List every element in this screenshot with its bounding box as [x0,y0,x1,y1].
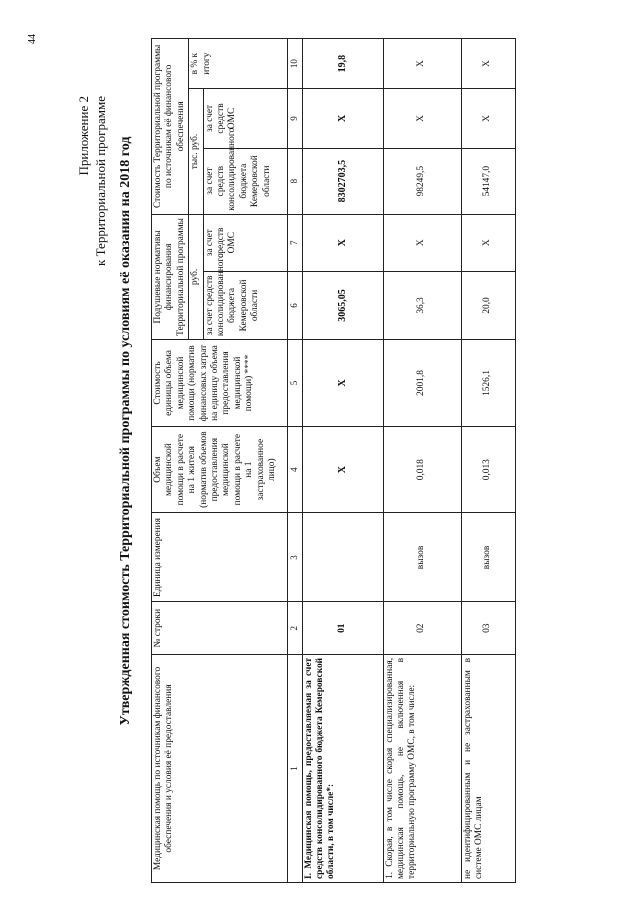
row-unit: вызов [383,513,461,602]
column-index: 6 [287,271,302,339]
column-index: 7 [287,214,302,271]
column-index: 3 [287,513,302,602]
row-norm-budget: 3065,05 [302,271,383,339]
budget-table [151,38,516,883]
column-index: 2 [287,602,302,654]
header-cost-oms: за счет средств ОМС [203,89,287,148]
row-unit: вызов [461,513,515,602]
header-row-1 [152,39,189,883]
header-row-number: № строки [152,602,288,654]
column-index: 8 [287,148,302,214]
header-unit-cost: Стоимость единицы объема медицинской помощи (норматив финансовых затрат на единицу объема предоставления медицинской помощи) **** [152,340,288,427]
row-volume: 0,018 [383,426,461,513]
row-unit-cost: 2001,8 [383,340,461,427]
table-row [302,39,383,883]
row-unit-cost: Х [302,340,383,427]
row-cost-oms: Х [461,89,515,148]
row-name: I. Медицинская помощь, предоставляемая за счет средств консолидированного бюджета Кемеровской области, в том числе*: [302,654,383,882]
header-program-cost: Стоимость Территориальной программы по источникам её финансового обеспечения [152,39,189,215]
row-norm-oms: Х [461,214,515,271]
column-index: 1 [287,654,302,882]
row-number: 03 [461,602,515,654]
row-norm-oms: Х [383,214,461,271]
row-norm-oms: Х [302,214,383,271]
row-number: 01 [302,602,383,654]
header-volume: Объем медицинской помощи в расчете на 1 жителя (норматив объемов предоставления медицинской помощи в расчете на 1 застрахованное лицо) [152,426,288,513]
column-index: 10 [287,39,302,89]
row-norm-budget: 20,0 [461,271,515,339]
appendix-line-2: к Территориальной программе [93,96,108,266]
header-norm-budget: за счет средств консолидированного бюджета Кемеровской области [203,271,287,339]
row-norm-budget: 36,3 [383,271,461,339]
appendix-line-1: Приложение 2 [76,96,91,176]
row-cost-budget: 8302703,5 [302,148,383,214]
column-index: 9 [287,89,302,148]
column-index: 5 [287,340,302,427]
row-unit [302,513,383,602]
table-row [383,39,461,883]
table-row [461,39,515,883]
header-name: Медицинская помощь по источникам финансового обеспечения и условия её предоставления [152,654,288,882]
row-volume: 0,013 [461,426,515,513]
column-index: 4 [287,426,302,513]
row-cost-budget: 54147,0 [461,148,515,214]
appendix-caption [75,96,109,266]
row-unit-cost: 1526,1 [461,340,515,427]
header-unit-thousand-rub: тыс. руб. [189,89,203,214]
header-unit: Единица измерения [152,513,288,602]
row-number: 02 [383,602,461,654]
page-number: 44 [27,34,38,44]
header-per-capita-norms: Подушевые нормативы финансирования Территориальной программы [152,214,189,339]
row-cost-oms: Х [383,89,461,148]
column-index-row [287,39,302,883]
header-norm-oms: за счет средств ОМС [203,214,287,271]
row-name: 1. Скорая, в том числе скорая специализированная, медицинская помощь, не включенная в территориальную программу ОМС, в том числе: [383,654,461,882]
header-cost-budget: за счет средств консолидированного бюджета Кемеровской области [203,148,287,214]
row-percent: Х [383,39,461,89]
header-unit-rub: руб. [189,214,203,339]
row-percent: 19,8 [302,39,383,89]
row-percent: Х [461,39,515,89]
row-name: не идентифицированным и не застрахованным в системе ОМС лицам [461,654,515,882]
document-title: Утвержденная стоимость Территориальной программы по условиям её оказания на 2018 год [118,136,133,726]
row-cost-budget: 98249,5 [383,148,461,214]
header-percent-total: в % к итогу [189,39,287,89]
row-volume: Х [302,426,383,513]
row-cost-oms: Х [302,89,383,148]
